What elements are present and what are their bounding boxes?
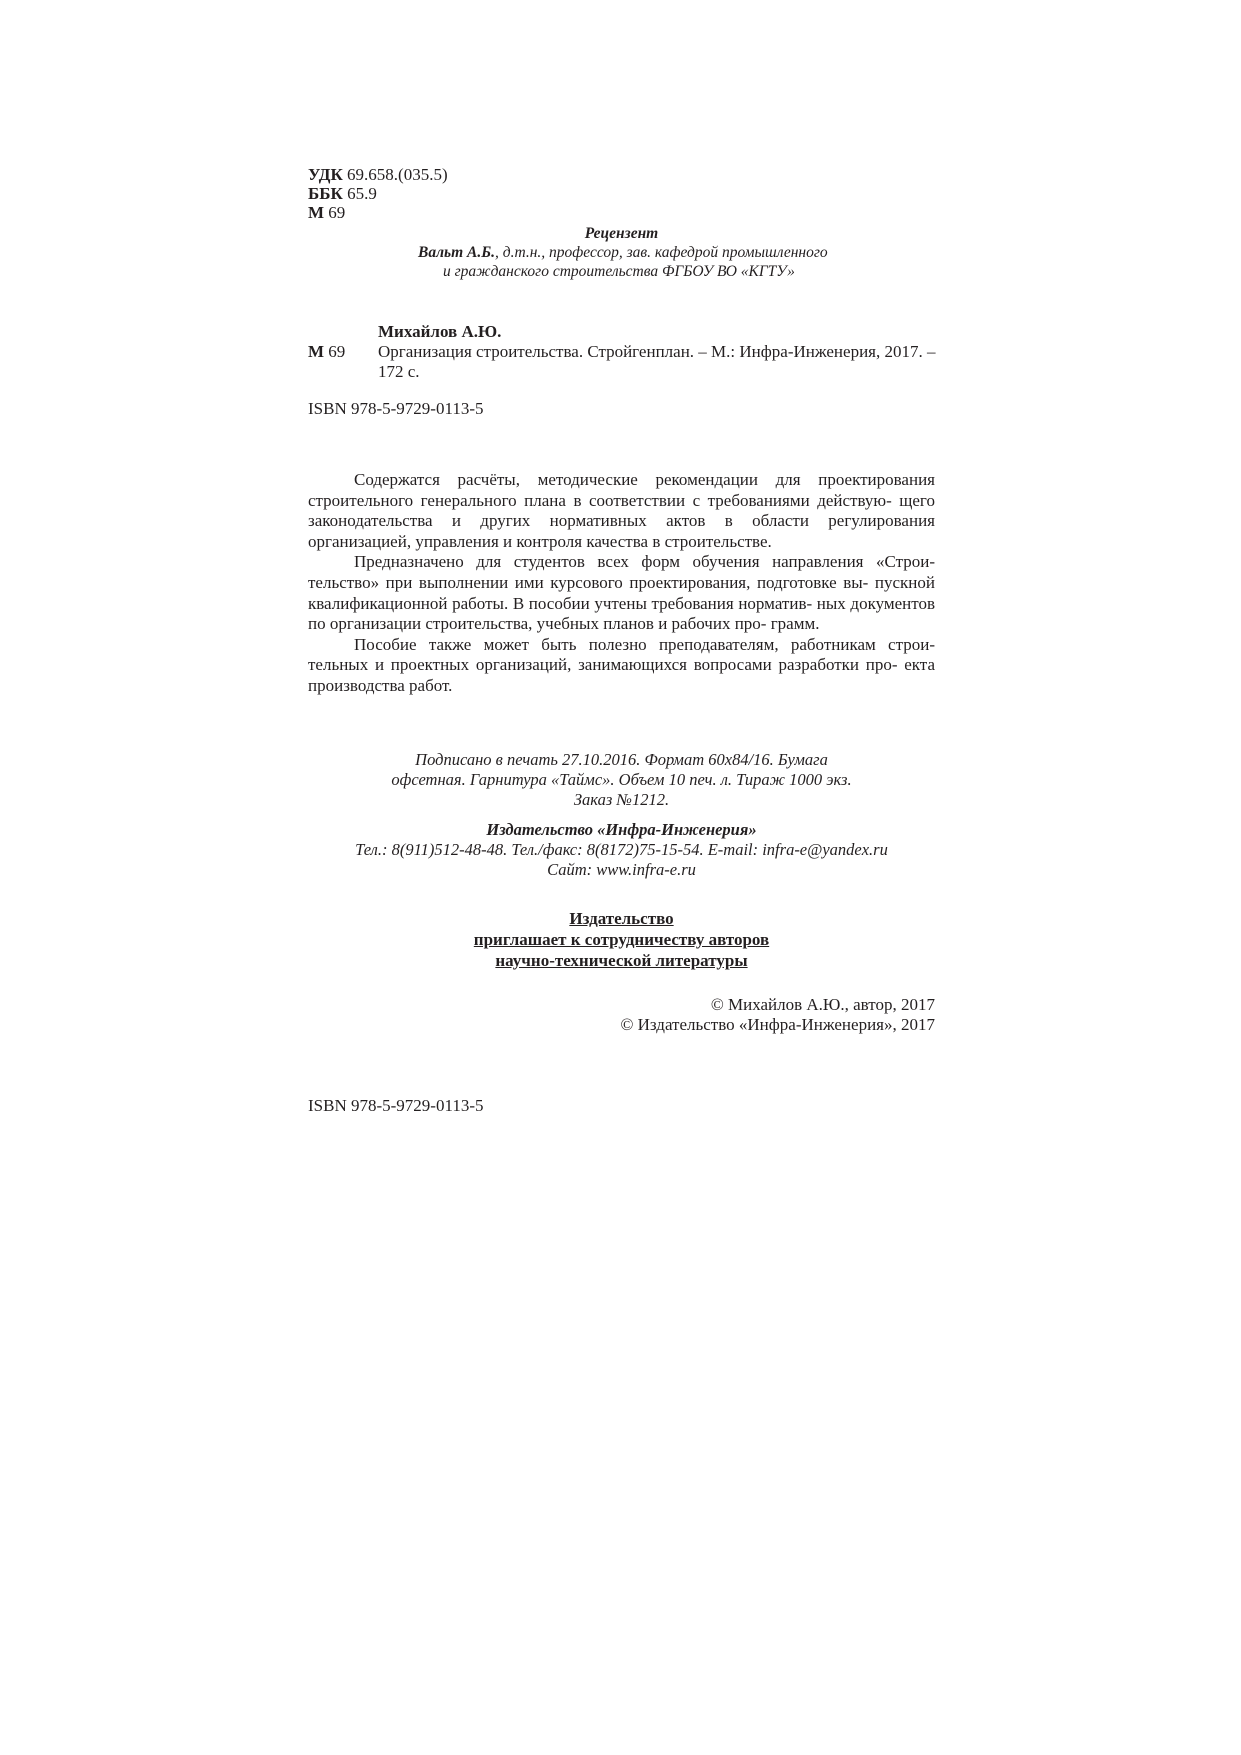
bbk-label: ББК — [308, 184, 343, 203]
annotation-paragraph-2: Предназначено для студентов всех форм обучения направления «Строи- тельство» при выполнении ими курсового проектирования, подготовке вы- пускной квалификационной работы. В пособии учтены требования норматив- ных документов по организации строительства, учебных планов и рабочих про- грамм. — [308, 552, 935, 634]
copyright-publisher: © Издательство «Инфра-Инженерия», 2017 — [620, 1015, 935, 1034]
publisher-site: Сайт: www.infra-e.ru — [547, 860, 696, 879]
invitation-line1: Издательство — [569, 909, 674, 928]
reviewer-line1 — [418, 243, 828, 262]
copyright-author: © Михайлов А.Ю., автор, 2017 — [710, 995, 935, 1014]
bib-description-line2: 172 с. — [378, 362, 420, 381]
bib-cutter-value: 69 — [324, 342, 346, 361]
invitation-line2: приглашает к сотрудничеству авторов — [473, 930, 770, 949]
publisher-name: Издательство «Инфра-Инженерия» — [486, 820, 757, 839]
bib-cutter — [308, 342, 345, 362]
publisher-block — [308, 820, 935, 880]
reviewer-line2: и гражданского строительства ФГБОУ ВО «КГТУ» — [443, 263, 795, 280]
cutter-label: М — [308, 203, 325, 222]
bib-cutter-label: М — [308, 342, 325, 361]
annotation-paragraph-3: Пособие также может быть полезно преподавателям, работникам строи- тельных и проектных организаций, занимающихся вопросами разработки про- екта производства работ. — [308, 634, 935, 695]
cutter-value: 69 — [324, 203, 346, 222]
cutter-line — [308, 203, 345, 223]
bib-description-line1: Организация строительства. Стройгенплан. – М.: Инфра-Инженерия, 2017. – — [378, 342, 936, 361]
imprint — [308, 750, 935, 810]
invitation-block — [308, 908, 935, 971]
copyright-block — [308, 995, 935, 1035]
imprint-line1: Подписано в печать 27.10.2016. Формат 60х84/16. Бумага — [415, 750, 828, 769]
udk-value: 69.658.(035.5) — [342, 165, 448, 184]
invitation-line3: научно-технической литературы — [495, 951, 748, 970]
reviewer-name: Вальт А.Б. — [418, 244, 495, 261]
isbn-bottom: ISBN 978-5-9729-0113-5 — [308, 1096, 484, 1115]
bbk-value: 65.9 — [342, 184, 377, 203]
udk-line — [308, 165, 448, 185]
reviewer-heading: Рецензент — [584, 225, 659, 242]
annotation-paragraph-1: Содержатся расчёты, методические рекомендации для проектирования строительного генерального плана в соответствии с требованиями действую- щего законодательства и других нормативных актов в области регулирования организацией, управления и контроля качества в строительстве. — [308, 470, 935, 551]
annotation — [308, 470, 935, 697]
imprint-line3: Заказ №1212. — [573, 790, 670, 809]
udk-label: УДК — [308, 165, 343, 184]
imprint-line2: офсетная. Гарнитура «Таймс». Объем 10 печ. л. Тираж 1000 экз. — [391, 770, 852, 789]
isbn-top: ISBN 978-5-9729-0113-5 — [308, 399, 484, 418]
publisher-contacts: Тел.: 8(911)512-48-48. Тел./факс: 8(8172)75-15-54. E-mail: infra-e@yandex.ru — [355, 840, 888, 859]
bbk-line — [308, 184, 377, 204]
reviewer-credentials: , д.т.н., профессор, зав. кафедрой промышленного — [495, 244, 828, 261]
author-name: Михайлов А.Ю. — [378, 322, 502, 341]
